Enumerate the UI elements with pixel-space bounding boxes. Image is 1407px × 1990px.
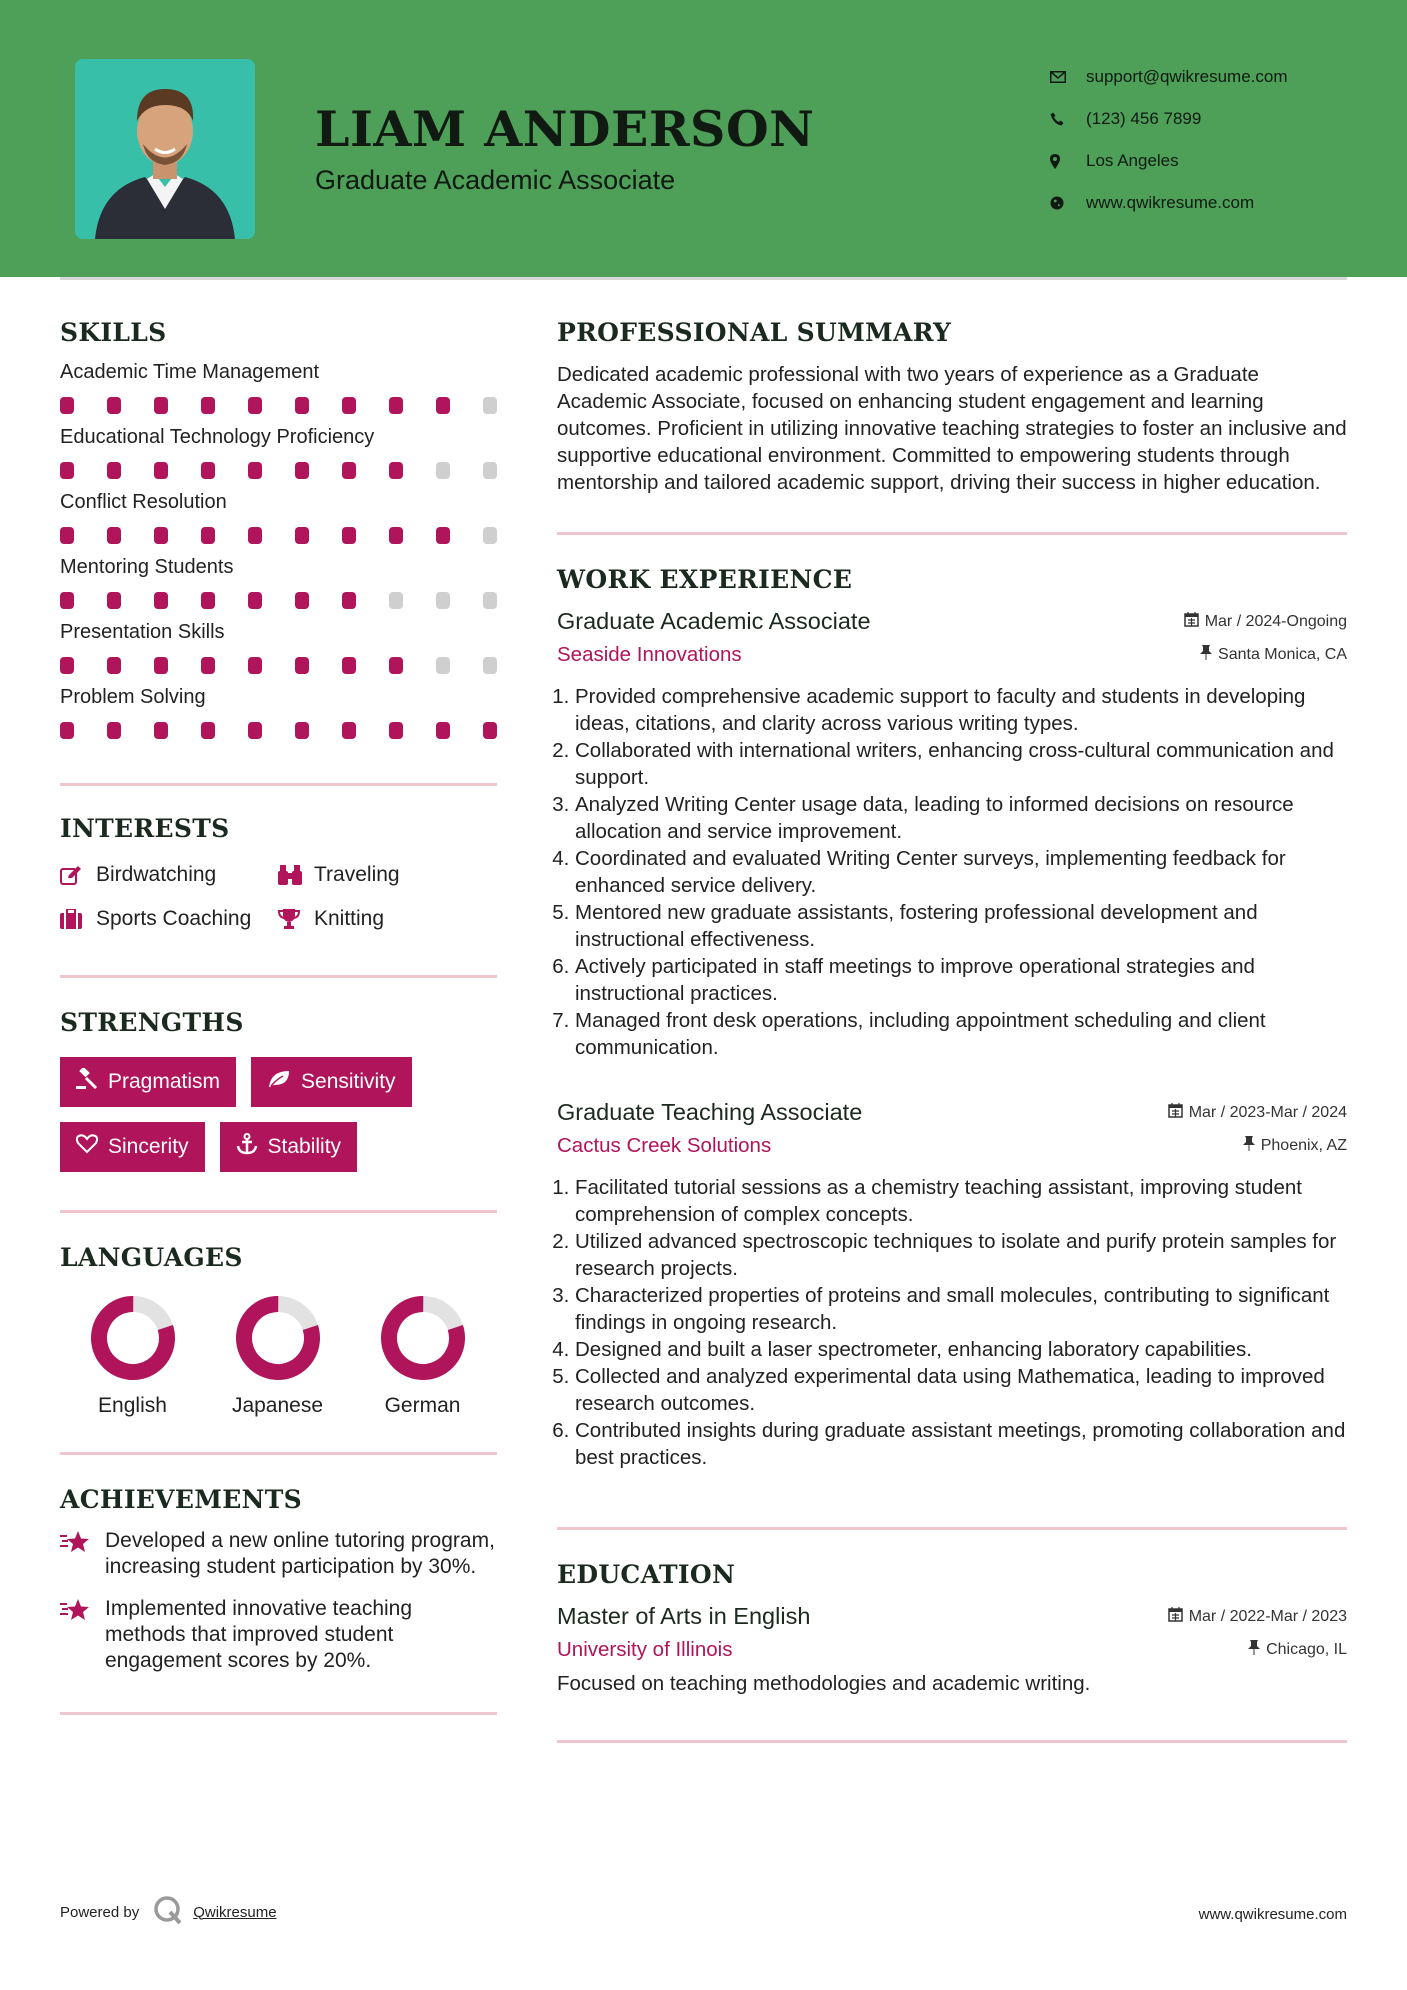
job-location-text: Phoenix, AZ xyxy=(1260,1137,1347,1154)
company-name: Cactus Creek Solutions xyxy=(557,1134,772,1157)
skill-dot-filled xyxy=(389,462,403,479)
education-section xyxy=(557,1560,1347,1696)
skill-dot-empty xyxy=(436,657,450,674)
strength-chip xyxy=(60,1057,236,1107)
strengths-list xyxy=(60,1057,497,1172)
gavel-icon xyxy=(76,1068,98,1096)
skill-dot-filled xyxy=(389,722,403,739)
achievement-item xyxy=(60,1528,497,1580)
globe-icon xyxy=(1050,196,1086,210)
job-bullet: 2. Utilized advanced spectroscopic techniques to isolate and purify protein samples for research projects. xyxy=(575,1228,1347,1282)
candidate-title: Graduate Academic Associate xyxy=(315,165,676,195)
skill-dot-filled xyxy=(248,722,262,739)
education-location-text: Chicago, IL xyxy=(1266,1641,1347,1658)
language-ring-fill xyxy=(90,1295,176,1381)
education-description: Focused on teaching methodologies and academic writing. xyxy=(557,1672,1091,1695)
skill-name: Mentoring Students xyxy=(60,556,234,578)
language-ring-fill xyxy=(235,1295,321,1381)
skills-section xyxy=(60,318,497,739)
contact-website[interactable] xyxy=(1050,182,1288,224)
job-bullet: 5. Collected and analyzed experimental data using Mathematica, leading to improved research outcomes. xyxy=(575,1363,1347,1417)
skill-dot-filled xyxy=(342,592,356,609)
interest-label: Sports Coaching xyxy=(96,907,252,930)
calendar-icon xyxy=(1184,612,1199,632)
languages-heading: LANGUAGES xyxy=(60,1243,243,1272)
skill-dot-filled xyxy=(389,657,403,674)
language-item xyxy=(350,1294,495,1418)
skill-dot-empty xyxy=(436,592,450,609)
skill-name: Presentation Skills xyxy=(60,621,225,643)
job-title: Graduate Academic Associate xyxy=(557,608,871,634)
job-title: Graduate Teaching Associate xyxy=(557,1099,863,1125)
skill-dot-filled xyxy=(107,657,121,674)
skill-dot-filled xyxy=(295,592,309,609)
skill-rating xyxy=(60,462,497,479)
skill-dot-filled xyxy=(154,592,168,609)
right-column xyxy=(557,318,1347,1743)
language-label: Japanese xyxy=(231,1394,324,1417)
strengths-heading: STRENGTHS xyxy=(60,1008,244,1037)
language-item xyxy=(60,1294,205,1418)
star-icon xyxy=(60,1528,105,1580)
pushpin-icon xyxy=(1243,1136,1255,1156)
profile-photo xyxy=(75,59,255,239)
footer-powered-by xyxy=(60,1895,277,1929)
degree-title: Master of Arts in English xyxy=(557,1603,811,1629)
skill-dot-filled xyxy=(295,657,309,674)
skill-dot-filled xyxy=(436,397,450,414)
achievements-section xyxy=(60,1485,497,1674)
job-bullets xyxy=(557,683,1347,1061)
achievement-text: Developed a new online tutoring program, increasing student participation by 30%. xyxy=(105,1529,495,1578)
anchor-icon xyxy=(236,1133,258,1161)
school-name: University of Illinois xyxy=(557,1638,733,1661)
skill-dot-filled xyxy=(201,527,215,544)
skill-dot-filled xyxy=(295,722,309,739)
skill-rating xyxy=(60,722,497,739)
interest-item xyxy=(278,907,488,931)
briefcase-icon xyxy=(60,909,96,929)
skill-dot-filled xyxy=(342,722,356,739)
star-icon xyxy=(60,1596,105,1674)
skill-dot-empty xyxy=(483,397,497,414)
work-section xyxy=(557,565,1347,1471)
contact-phone[interactable] xyxy=(1050,98,1288,140)
company-name: Seaside Innovations xyxy=(557,643,742,666)
interests-heading: INTERESTS xyxy=(60,814,230,843)
job-bullet: 3. Characterized properties of proteins and small molecules, contributing to significant findings in ongoing research. xyxy=(575,1282,1347,1336)
job-entry xyxy=(557,608,1347,1061)
language-item xyxy=(205,1294,350,1418)
envelope-icon xyxy=(1050,71,1086,83)
skill-dot-filled xyxy=(107,527,121,544)
skill-dot-filled xyxy=(295,462,309,479)
binoculars-icon xyxy=(278,865,314,885)
job-location-text: Santa Monica, CA xyxy=(1218,646,1347,663)
strength-label: Sincerity xyxy=(108,1135,189,1158)
skill-dot-filled xyxy=(107,592,121,609)
heart-icon xyxy=(76,1134,98,1160)
achievement-item xyxy=(60,1596,497,1674)
skill-dot-filled xyxy=(201,397,215,414)
skill-dot-filled xyxy=(60,397,74,414)
job-bullet: 1. Provided comprehensive academic support to faculty and students in developing ideas, citations, and clarity across various writing types. xyxy=(575,683,1347,737)
skill-dot-empty xyxy=(436,462,450,479)
languages-list xyxy=(60,1294,497,1418)
contact-email[interactable] xyxy=(1050,56,1288,98)
language-ring xyxy=(379,1294,467,1382)
job-bullet: 7. Managed front desk operations, including appointment scheduling and client communication. xyxy=(575,1007,1347,1061)
skill-dot-filled xyxy=(201,722,215,739)
header-divider xyxy=(60,277,1347,280)
education-heading: EDUCATION xyxy=(557,1560,736,1589)
section-divider xyxy=(60,783,497,786)
section-divider xyxy=(557,532,1347,535)
skill-dot-filled xyxy=(107,462,121,479)
job-entry xyxy=(557,1099,1347,1471)
skill-rating xyxy=(60,527,497,544)
job-bullet: 1. Facilitated tutorial sessions as a chemistry teaching assistant, improving student comprehension of complex concepts. xyxy=(575,1174,1347,1228)
skill-dot-filled xyxy=(342,527,356,544)
qwikresume-logo-icon xyxy=(153,1895,183,1929)
interests-list xyxy=(60,863,497,931)
job-bullet: 5. Mentored new graduate assistants, fostering professional development and instructional effectiveness. xyxy=(575,899,1347,953)
skill-dot-filled xyxy=(201,657,215,674)
skill-dot-filled xyxy=(60,592,74,609)
skill-dot-filled xyxy=(154,722,168,739)
job-location xyxy=(1243,1136,1347,1156)
phone-icon xyxy=(1050,112,1086,126)
profile-photo-image xyxy=(75,59,255,239)
leaf-icon xyxy=(267,1069,291,1095)
education-dates-text: Mar / 2022-Mar / 2023 xyxy=(1188,1607,1347,1625)
job-bullet: 4. Coordinated and evaluated Writing Center surveys, implementing feedback for enhanced service delivery. xyxy=(575,845,1347,899)
skill-dot-filled xyxy=(483,722,497,739)
skill-dot-filled xyxy=(60,527,74,544)
job-dates-text: Mar / 2024-Ongoing xyxy=(1204,612,1347,630)
candidate-name: LIAM ANDERSON xyxy=(315,100,815,158)
calendar-icon xyxy=(1168,1607,1183,1627)
skill-dot-filled xyxy=(107,397,121,414)
languages-section xyxy=(60,1243,497,1418)
section-divider xyxy=(60,1712,497,1715)
language-ring xyxy=(89,1294,177,1382)
map-marker-icon xyxy=(1050,154,1086,169)
skill-dot-filled xyxy=(295,527,309,544)
skill-dot-filled xyxy=(201,592,215,609)
powered-by-text: Powered by xyxy=(60,1903,140,1921)
skill-dot-filled xyxy=(154,462,168,479)
strength-label: Sensitivity xyxy=(301,1070,396,1093)
strength-chip xyxy=(251,1057,412,1107)
skill-dot-filled xyxy=(248,462,262,479)
calendar-icon xyxy=(1168,1103,1183,1123)
skill-name: Academic Time Management xyxy=(60,361,320,383)
education-entry xyxy=(557,1603,1347,1696)
strength-label: Stability xyxy=(267,1135,342,1158)
work-heading: WORK EXPERIENCE xyxy=(557,565,853,594)
interests-section xyxy=(60,814,497,931)
summary-heading: PROFESSIONAL SUMMARY xyxy=(557,318,952,347)
interest-item xyxy=(278,863,488,887)
job-dates xyxy=(1168,1103,1347,1123)
skill-dot-filled xyxy=(107,722,121,739)
job-dates xyxy=(1184,612,1347,632)
skill-dot-filled xyxy=(342,462,356,479)
achievement-text: Implemented innovative teaching methods that improved student engagement scores by 20%. xyxy=(105,1597,413,1672)
qwikresume-link[interactable]: Qwikresume xyxy=(193,1903,277,1921)
skill-dot-filled xyxy=(154,527,168,544)
language-label: German xyxy=(384,1394,461,1417)
achievements-heading: ACHIEVEMENTS xyxy=(60,1485,302,1514)
contact-phone-text: (123) 456 7899 xyxy=(1086,109,1202,128)
skill-dot-filled xyxy=(295,397,309,414)
skill-dot-empty xyxy=(483,462,497,479)
section-divider xyxy=(60,1210,497,1213)
skill-dot-filled xyxy=(248,592,262,609)
skill-dot-filled xyxy=(342,657,356,674)
job-bullet: 6. Actively participated in staff meetings to improve operational strategies and instructional practices. xyxy=(575,953,1347,1007)
interest-item xyxy=(60,863,278,887)
skill-name: Problem Solving xyxy=(60,686,206,708)
education-dates xyxy=(1168,1607,1347,1627)
skill-rating xyxy=(60,397,497,414)
strength-label: Pragmatism xyxy=(108,1070,221,1093)
section-divider xyxy=(60,1452,497,1455)
trophy-icon xyxy=(278,909,314,929)
skills-list xyxy=(60,361,497,739)
contact-website-text: www.qwikresume.com xyxy=(1086,193,1255,212)
footer-url[interactable]: www.qwikresume.com xyxy=(1198,1906,1347,1923)
summary-section xyxy=(557,318,1347,496)
job-location xyxy=(1200,645,1347,665)
section-divider xyxy=(557,1527,1347,1530)
summary-text: Dedicated academic professional with two years of experience as a Graduate Academic Associate, focused on enhancing student engagement and learning outcomes. Proficient in utilizing innovative teaching strategies to foster an inclusive and supportive educational environment. Committed to empowering students through mentorship and tailored academic support, driving their success in higher education. xyxy=(557,363,1347,494)
contact-list xyxy=(1050,56,1288,224)
skill-rating xyxy=(60,657,497,674)
strength-chip xyxy=(220,1122,358,1172)
language-label: English xyxy=(98,1394,167,1417)
interest-item xyxy=(60,907,278,931)
skill-dot-filled xyxy=(436,722,450,739)
pushpin-icon xyxy=(1248,1640,1260,1660)
skill-dot-filled xyxy=(60,722,74,739)
skill-dot-filled xyxy=(60,462,74,479)
skill-dot-filled xyxy=(248,657,262,674)
skill-dot-empty xyxy=(483,592,497,609)
language-ring xyxy=(234,1294,322,1382)
interest-label: Birdwatching xyxy=(96,863,217,886)
skill-dot-filled xyxy=(60,657,74,674)
left-column xyxy=(60,318,497,1715)
skill-dot-empty xyxy=(483,527,497,544)
interest-label: Knitting xyxy=(314,907,385,930)
contact-email-text: support@qwikresume.com xyxy=(1086,67,1288,86)
contact-location-text: Los Angeles xyxy=(1086,151,1179,170)
skill-dot-empty xyxy=(389,592,403,609)
section-divider xyxy=(557,1740,1347,1743)
skill-dot-empty xyxy=(483,657,497,674)
skill-dot-filled xyxy=(154,657,168,674)
skill-dot-filled xyxy=(342,397,356,414)
job-bullet: 4. Designed and built a laser spectrometer, enhancing laboratory capabilities. xyxy=(575,1336,1347,1363)
skill-name: Educational Technology Proficiency xyxy=(60,426,375,448)
skill-dot-filled xyxy=(436,527,450,544)
skill-rating xyxy=(60,592,497,609)
job-bullets xyxy=(557,1174,1347,1471)
contact-location xyxy=(1050,140,1288,182)
language-ring-fill xyxy=(380,1295,466,1381)
skills-heading: SKILLS xyxy=(60,318,167,347)
job-bullet: 3. Analyzed Writing Center usage data, leading to informed decisions on resource allocation and service improvement. xyxy=(575,791,1347,845)
skill-name: Conflict Resolution xyxy=(60,491,227,513)
job-bullet: 2. Collaborated with international writers, enhancing cross-cultural communication and support. xyxy=(575,737,1347,791)
section-divider xyxy=(60,975,497,978)
job-dates-text: Mar / 2023-Mar / 2024 xyxy=(1188,1103,1347,1121)
interest-label: Traveling xyxy=(314,863,400,886)
skill-dot-filled xyxy=(248,397,262,414)
resume-header xyxy=(0,0,1407,277)
skill-dot-filled xyxy=(389,397,403,414)
skill-dot-filled xyxy=(201,462,215,479)
pencil-square-icon xyxy=(60,865,96,885)
skill-dot-filled xyxy=(389,527,403,544)
job-bullet: 6. Contributed insights during graduate assistant meetings, promoting collaboration and best practices. xyxy=(575,1417,1347,1471)
strengths-section xyxy=(60,1008,497,1172)
strength-chip xyxy=(60,1122,205,1172)
skill-dot-filled xyxy=(154,397,168,414)
education-location xyxy=(1248,1640,1347,1660)
pushpin-icon xyxy=(1200,645,1212,665)
skill-dot-filled xyxy=(248,527,262,544)
